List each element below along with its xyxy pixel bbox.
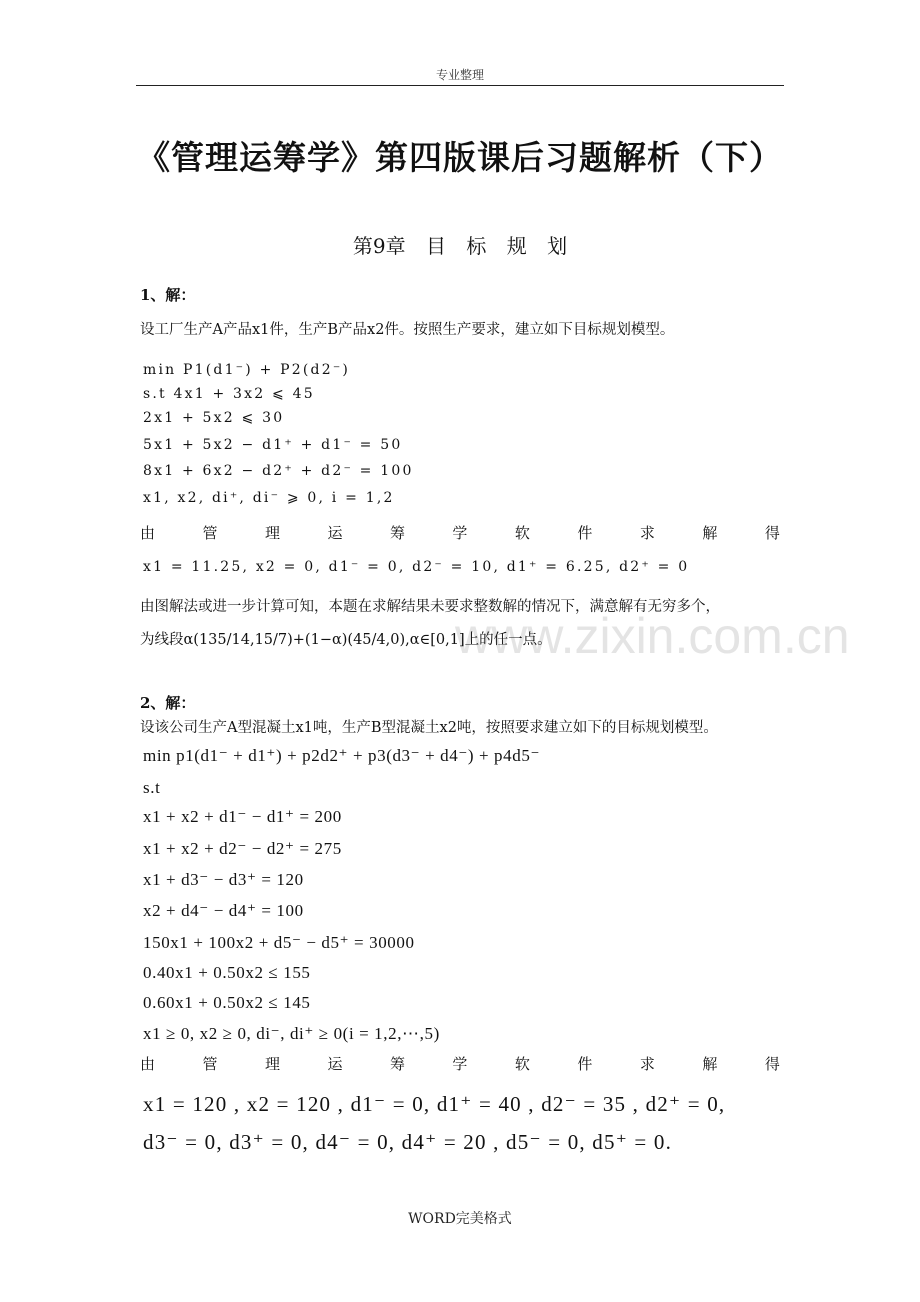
p2-model-line: 150x1 + 100x2 + d5⁻ − d5⁺ = 30000 xyxy=(143,933,415,952)
page-header: 专业整理 xyxy=(435,68,484,82)
p1-model-line: 5x1 + 5x2 − d1⁺ + d1⁻ = 50 xyxy=(143,437,403,453)
problem2-heading: 2、解： xyxy=(140,694,196,712)
spread-char: 理 xyxy=(264,1055,280,1073)
p1-solution: x1 = 11.25, x2 = 0, d1⁻ = 0, d2⁻ = 10, d1⁺ = 6.25, d2⁺ = 0 xyxy=(143,559,690,575)
spread-char: 件 xyxy=(577,1055,593,1073)
spread-char: 管 xyxy=(202,1055,218,1073)
spread-char: 求 xyxy=(639,1055,655,1073)
spread-char: 件 xyxy=(577,524,593,542)
p1-solved-by xyxy=(140,522,780,543)
header-rule xyxy=(136,85,784,86)
problem1-intro: 设工厂生产A产品x1件，生产B产品x2件。按照生产要求，建立如下目标规划模型。 xyxy=(140,322,675,338)
page-footer: WORD完美格式 xyxy=(408,1211,512,1227)
watermark: www.zixin.com.cn xyxy=(455,608,850,664)
p1-model-line: 8x1 + 6x2 − d2⁺ + d2⁻ = 100 xyxy=(143,463,414,479)
p1-model-line: 2x1 + 5x2 ⩽ 30 xyxy=(143,410,285,426)
chapter-heading: 第9章 目 标 规 划 xyxy=(352,234,568,258)
spread-char: 运 xyxy=(327,1055,343,1073)
problem2-intro: 设该公司生产A型混凝土x1吨，生产B型混凝土x2吨，按照要求建立如下的目标规划模型。 xyxy=(140,720,718,736)
spread-char: 得 xyxy=(764,524,780,542)
p1-model-line: x1, x2, di⁺, di⁻ ⩾ 0, i = 1,2 xyxy=(143,490,395,506)
p2-model-line: x1 + x2 + d2⁻ − d2⁺ = 275 xyxy=(143,839,342,858)
p2-model-line: s.t xyxy=(143,778,161,797)
p2-solved-by xyxy=(140,1053,780,1074)
spread-char: 由 xyxy=(140,1055,156,1073)
p2-solution: d3⁻ = 0, d3⁺ = 0, d4⁻ = 0, d4⁺ = 20 , d5⁻ = 0, d5⁺ = 0. xyxy=(143,1130,673,1154)
spread-char: 得 xyxy=(764,1055,780,1073)
spread-char: 筹 xyxy=(389,1055,405,1073)
spread-char: 软 xyxy=(514,1055,530,1073)
p2-model-line: min p1(d1⁻ + d1⁺) + p2d2⁺ + p3(d3⁻ + d4⁻) + p4d5⁻ xyxy=(143,746,541,765)
p1-model-line: min P1(d1⁻) + P2(d2⁻) xyxy=(143,362,351,378)
p2-model-line: 0.60x1 + 0.50x2 ≤ 145 xyxy=(143,993,311,1012)
p2-model-line: x1 + x2 + d1⁻ − d1⁺ = 200 xyxy=(143,807,342,826)
spread-char: 管 xyxy=(202,524,218,542)
p2-model-line: x1 + d3⁻ − d3⁺ = 120 xyxy=(143,870,304,889)
document-title: 《管理运筹学》第四版课后习题解析（下） xyxy=(137,138,783,177)
p2-model-line: 0.40x1 + 0.50x2 ≤ 155 xyxy=(143,963,311,982)
spread-char: 解 xyxy=(702,1055,718,1073)
spread-char: 运 xyxy=(327,524,343,542)
p1-model-line: s.t 4x1 + 3x2 ⩽ 45 xyxy=(143,386,315,402)
spread-char: 解 xyxy=(702,524,718,542)
spread-char: 学 xyxy=(452,1055,468,1073)
p2-model-line: x1 ≥ 0, x2 ≥ 0, di⁻, di⁺ ≥ 0(i = 1,2,⋯,5) xyxy=(143,1024,440,1043)
p2-solution: x1 = 120 , x2 = 120 , d1⁻ = 0, d1⁺ = 40 , d2⁻ = 35 , d2⁺ = 0, xyxy=(143,1092,726,1116)
p1-conclusion: 由图解法或进一步计算可知，本题在求解结果未要求整数解的情况下，满意解有无穷多个， xyxy=(140,599,720,615)
p1-conclusion: 为线段α(135/14,15/7)+(1−α)(45/4,0),α∈[0,1]上的任一点。 xyxy=(140,632,552,648)
spread-char: 求 xyxy=(639,524,655,542)
spread-char: 筹 xyxy=(389,524,405,542)
p2-model-line: x2 + d4⁻ − d4⁺ = 100 xyxy=(143,901,304,920)
spread-char: 学 xyxy=(452,524,468,542)
problem1-heading: 1、解： xyxy=(140,286,196,304)
spread-char: 软 xyxy=(514,524,530,542)
spread-char: 由 xyxy=(140,524,156,542)
spread-char: 理 xyxy=(264,524,280,542)
